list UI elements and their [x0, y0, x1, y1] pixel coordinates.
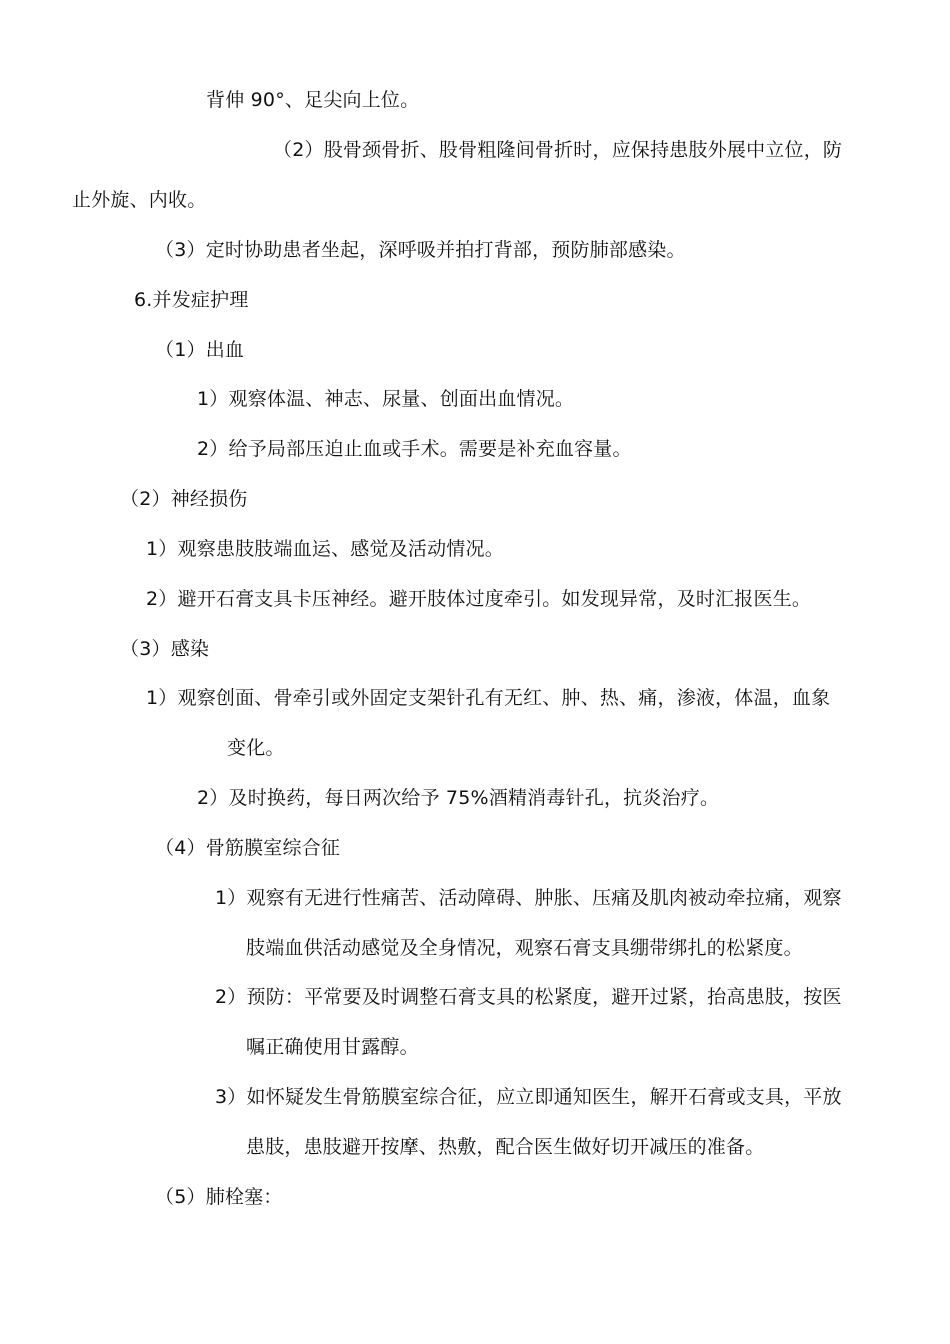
text-line: 2）预防：平常要及时调整石膏支具的松紧度，避开过紧，抬高患肢，按医: [215, 986, 842, 1008]
text-line: 2）避开石膏支具卡压神经。避开肢体过度牵引。如发现异常，及时汇报医生。: [146, 588, 812, 610]
text-line: 变化。: [227, 737, 285, 759]
text-line: 1）观察体温、神志、尿量、创面出血情况。: [197, 388, 575, 410]
text-line: 患肢，患肢避开按摩、热敷，配合医生做好切开减压的准备。: [246, 1136, 765, 1158]
text-line: 1）观察患肢肢端血运、感觉及活动情况。: [146, 538, 504, 560]
text-line: （2）股骨颈骨折、股骨粗隆间骨折时，应保持患肢外展中立位，防: [273, 139, 843, 161]
text-line: 肢端血供活动感觉及全身情况，观察石膏支具绷带绑扎的松紧度。: [246, 937, 803, 959]
text-line: 1）观察创面、骨牵引或外固定支架针孔有无红、肿、热、痛，渗液，体温，血象: [146, 687, 831, 709]
subsection-heading: （1）出血: [155, 339, 245, 361]
subsection-heading: （2）神经损伤: [120, 488, 248, 510]
subsection-heading: （3）感染: [120, 638, 210, 660]
section-heading: 6.并发症护理: [134, 289, 249, 311]
text-line: 止外旋、内收。: [72, 189, 207, 211]
subsection-heading: （4）骨筋膜室综合征: [155, 837, 341, 859]
text-line: 1）观察有无进行性痛苦、活动障碍、肿胀、压痛及肌肉被动牵拉痛，观察: [215, 887, 842, 909]
text-line: 3）如怀疑发生骨筋膜室综合征，应立即通知医生，解开石膏或支具，平放: [215, 1086, 842, 1108]
subsection-heading: （5）肺栓塞：: [155, 1186, 283, 1208]
text-line: 嘱正确使用甘露醇。: [246, 1036, 419, 1058]
text-line: 2）给予局部压迫止血或手术。需要是补充血容量。: [197, 438, 632, 460]
text-line: （3）定时协助患者坐起，深呼吸并拍打背部，预防肺部感染。: [155, 239, 686, 261]
text-line: 背伸 90°、足尖向上位。: [206, 89, 420, 111]
text-line: 2）及时换药，每日两次给予 75%酒精消毒针孔，抗炎治疗。: [197, 787, 720, 809]
